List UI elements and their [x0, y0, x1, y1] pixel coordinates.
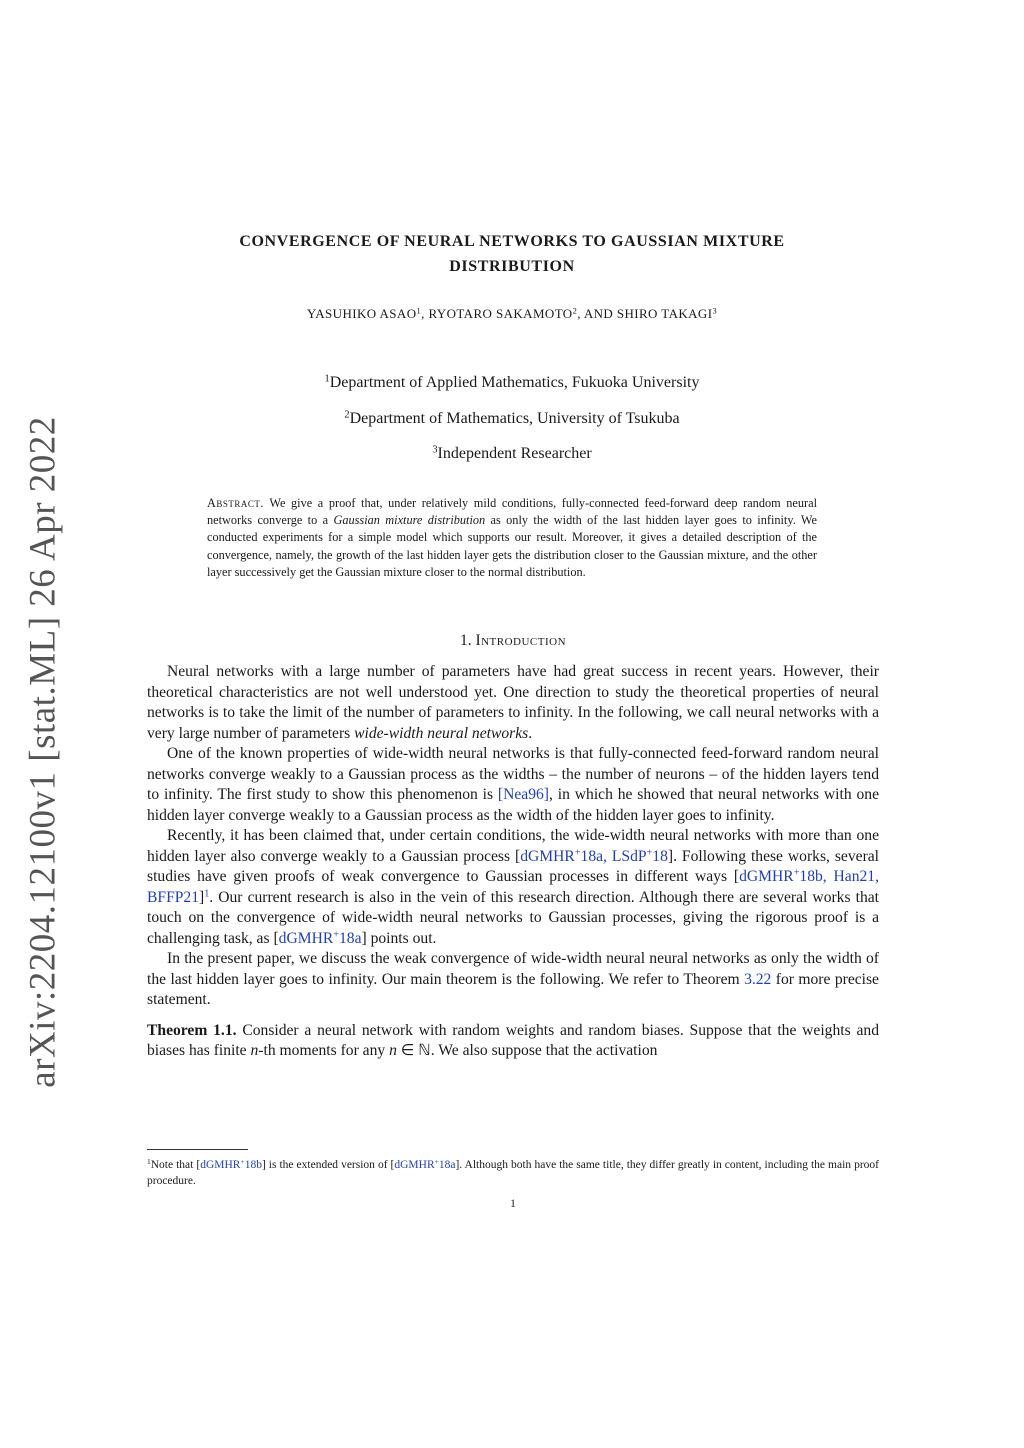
paragraph-text: Recently, it has been claimed that, under certain conditions, the wide-width neural networks with more than one hidden layer also converge weakly to a Gaussian process — [147, 827, 879, 865]
section-title: Introduction — [475, 632, 567, 649]
citation-bracket: ] — [361, 929, 367, 947]
citation-separator: , — [822, 868, 834, 885]
author-mark: 2 — [572, 305, 578, 316]
paragraph-text: In the present paper, we discuss the weak convergence of wide-width neural neural networks as only the width of the last hidden layer goes to infinity. Our main theorem is the following. We refer to Theorem — [147, 950, 879, 988]
paragraph-text: points out. — [366, 929, 437, 947]
theorem — [147, 1021, 879, 1062]
paragraph — [147, 662, 879, 744]
citation-sup: + — [333, 928, 339, 940]
footnote-text: ]. Although both have the same title, they differ greatly in content, including the main proof procedure. — [147, 1159, 879, 1187]
citation-sup: + — [434, 1156, 439, 1166]
affiliation-mark: 1 — [324, 373, 330, 385]
page-number: 1 — [510, 1198, 516, 1210]
citation-separator: , — [603, 847, 612, 865]
citation-year: 18b — [244, 1159, 262, 1171]
affiliation-text: Department of Mathematics, University of Tsukuba — [349, 410, 680, 427]
citation-sup: + — [646, 846, 653, 858]
citation-sup: + — [574, 846, 581, 858]
citation-key: dGMHR — [278, 929, 334, 947]
citation-link[interactable] — [520, 848, 603, 865]
theorem-text: -th moments for any — [258, 1042, 390, 1059]
citation-link[interactable] — [200, 1156, 262, 1171]
title-line-1: CONVERGENCE OF NEURAL NETWORKS TO GAUSSIAN MIXTURE — [239, 233, 785, 250]
affiliation-text: Department of Applied Mathematics, Fukuoka University — [329, 374, 700, 391]
citation-link[interactable]: BFFP21 — [147, 888, 200, 906]
citation-key: dGMHR — [200, 1159, 241, 1171]
body-text — [147, 662, 879, 1062]
citation-year: 18a — [438, 1159, 456, 1171]
citation-link[interactable] — [612, 848, 668, 865]
citation-link[interactable] — [279, 930, 362, 947]
citation-bracket: ] — [199, 888, 205, 906]
abstract — [207, 495, 817, 581]
paragraph-text: , in which he showed that neural networks with one hidden layer converge weakly to a Gaussian process as the width of the hidden layer goes to infinity. — [147, 786, 879, 824]
affiliation — [150, 445, 874, 463]
theorem-label: Theorem 1.1. — [147, 1021, 237, 1039]
affiliation — [150, 374, 874, 392]
citation-year: 18 — [652, 847, 668, 865]
paragraph — [147, 744, 879, 826]
citation-bracket: ] — [667, 847, 674, 865]
author-name: YASUHIKO ASAO — [306, 306, 417, 321]
author-name: SHIRO TAKAGI — [616, 306, 713, 321]
citation-bracket: [ — [273, 929, 279, 947]
author-name: RYOTARO SAKAMOTO — [428, 306, 573, 321]
affiliation-text: Independent Researcher — [437, 445, 592, 462]
author-list — [150, 306, 874, 322]
footnote-number: 1 — [147, 1156, 151, 1166]
citation-separator: , — [875, 868, 879, 885]
citation-link[interactable] — [394, 1156, 456, 1171]
abstract-text: We give a proof that, under relatively mild conditions, fully-connected feed-forward deep random neural networks converge to a — [207, 496, 817, 528]
paragraph — [147, 949, 879, 1011]
citation-sup: + — [240, 1156, 245, 1166]
paragraph — [147, 826, 879, 949]
citation-link[interactable] — [739, 868, 823, 885]
paragraph-text: . Following these works, several studies have given proofs of weak convergence to Gaussian processes in different ways — [147, 847, 880, 885]
section-number: 1. — [459, 632, 472, 649]
math-expression: ∈ ℕ — [396, 1042, 431, 1059]
abstract-label: Abstract. — [207, 496, 264, 510]
citation-year: 18a — [580, 847, 604, 865]
author-separator: , — [421, 306, 429, 321]
citation-key: dGMHR — [739, 868, 794, 885]
abstract-text: as only the width of the last hidden layer goes to infinity. We conducted experiments for a simple model which supports our result. Moreover, it gives a detailed description of the convergence, namely, the growth of the last hidden layer gets the distribution closer to the Gaussian mixture, and the other layer successively get the Gaussian mixture closer to the normal distribution. — [207, 513, 817, 579]
citation-bracket: [ — [733, 868, 740, 885]
citation-sup: + — [793, 867, 800, 879]
citation-bracket: [ — [515, 847, 521, 865]
title-line-2: DISTRIBUTION — [449, 258, 575, 275]
paragraph-text: . — [528, 724, 533, 742]
arxiv-identifier: arXiv:2204.12100v1 [stat.ML] 26 Apr 2022 — [22, 416, 64, 1088]
theorem-text: Consider a neural network with random weights and random biases. Suppose that the weights and biases has finite — [147, 1021, 879, 1059]
citation-year: 18a — [338, 929, 362, 947]
abstract-emphasis: Gaussian mixture distribution — [333, 513, 486, 528]
emphasis: wide-width neural networks — [354, 724, 529, 742]
theorem-reference-link[interactable]: 3.22 — [744, 970, 772, 988]
affiliation-mark: 3 — [432, 444, 438, 456]
math-variable: n — [389, 1042, 397, 1059]
paragraph-text: . Our current research is also in the vein of this research direction. Although there are several works that touch on the convergence of wide-width neural networks to Gaussian processes, giving the rigorous proof is a challenging task, as — [147, 888, 879, 947]
paragraph-text: Neural networks with a large number of parameters have had great success in recent years. However, their theoretical characteristics are not well understood yet. One direction to study the theoretical properties of neural networks is to take the limit of the number of parameters to infinity. In the following, we call neural networks with a very large number of parameters — [147, 663, 879, 742]
citation-key: LSdP — [611, 847, 647, 865]
citation-key: dGMHR — [394, 1159, 435, 1171]
footnote — [147, 1157, 879, 1189]
author-separator: , AND — [577, 306, 617, 321]
paper-title — [150, 229, 874, 279]
author-mark: 3 — [712, 305, 718, 316]
citation-year: 18b — [799, 868, 823, 885]
footnote-text: ] is the extended version of [ — [261, 1159, 395, 1171]
math-variable: n — [250, 1042, 259, 1059]
affiliation-mark: 2 — [344, 409, 350, 421]
section-heading — [147, 632, 879, 650]
footnote-text: Note that [ — [150, 1159, 201, 1171]
paragraph-text: for more precise statement. — [147, 970, 879, 1008]
footnote-rule — [147, 1149, 248, 1150]
theorem-text: . We also suppose that the activation — [430, 1042, 658, 1059]
paragraph-text: One of the known properties of wide-width neural networks is that fully-connected feed-forward random neural networks converge weakly to a Gaussian process as the widths – the number of neurons – of the hidden layers tend to infinity. The first study to show this phenomenon is — [147, 745, 879, 803]
footnote-marker[interactable]: 1 — [204, 887, 210, 899]
citation-link[interactable]: [Nea96] — [497, 786, 550, 803]
citation-link[interactable]: Han21 — [833, 868, 876, 885]
author-mark: 1 — [416, 305, 422, 316]
citation-key: dGMHR — [520, 847, 575, 865]
affiliation — [150, 410, 874, 428]
